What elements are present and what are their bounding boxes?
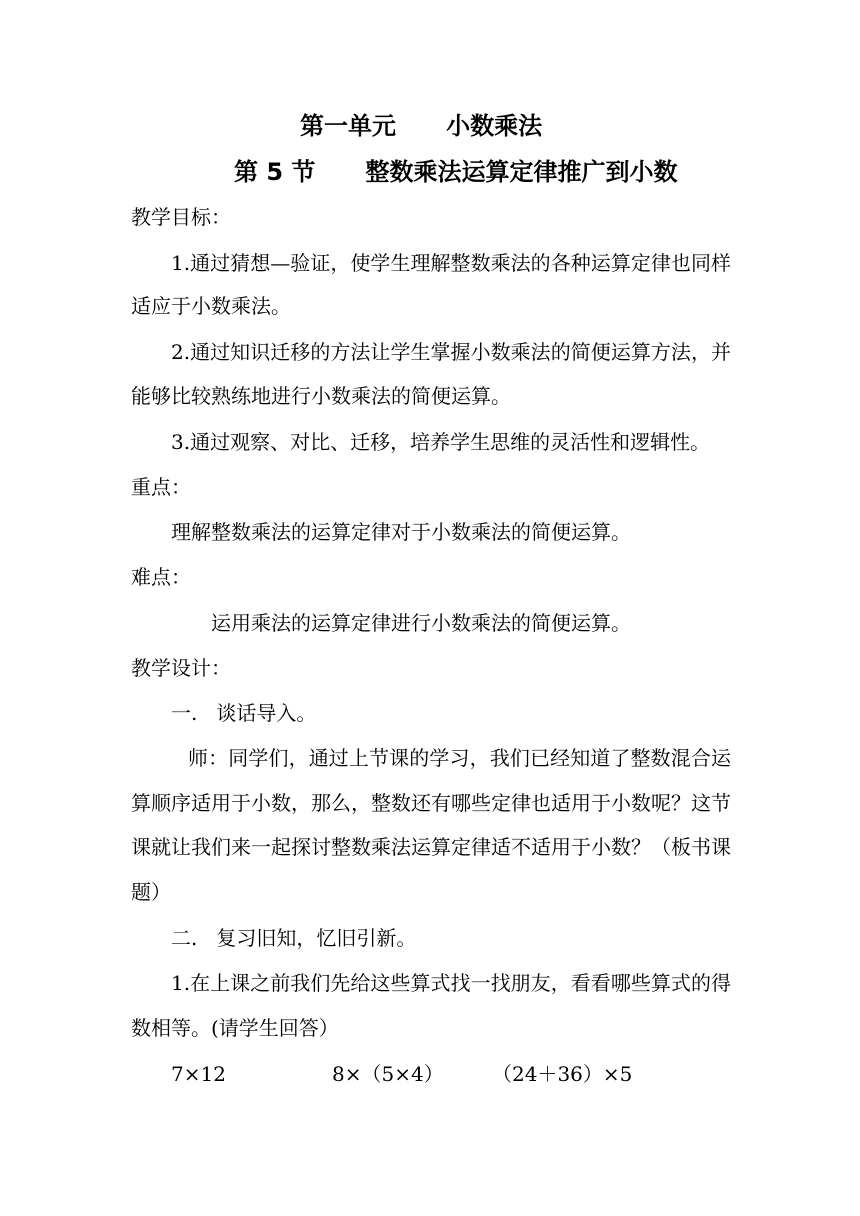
question-1-line-2: 数相等。(请学生回答）: [131, 1016, 339, 1040]
objective-1-line-2: 适应于小数乘法。: [131, 294, 291, 318]
question-1-line-1: 1.在上课之前我们先给这些算式找一找朋友，看看哪些算式的得: [171, 971, 731, 995]
objective-2-line-1: 2.通过知识迁移的方法让学生掌握小数乘法的简便运算方法，并: [171, 340, 731, 364]
teacher-line-4: 题）: [131, 880, 171, 904]
unit-title: 第一单元 小数乘法: [300, 112, 543, 140]
step-2-heading: 二. 复习旧知，忆旧引新。: [171, 926, 417, 950]
formula-3: （24＋36）×5: [492, 1062, 633, 1086]
difficulty-heading: 难点：: [131, 565, 191, 589]
teacher-line-2: 算顺序适用于小数，那么，整数还有哪些定律也适用于小数呢？这节: [131, 791, 731, 815]
teacher-line-3: 课就让我们来一起探讨整数乘法运算定律适不适用于小数？（板书课: [131, 835, 731, 859]
formula-1: 7×12: [171, 1062, 226, 1086]
design-heading: 教学设计：: [131, 656, 231, 680]
objective-2-line-2: 能够比较熟练地进行小数乘法的简便运算。: [131, 384, 511, 408]
key-point-text: 理解整数乘法的运算定律对于小数乘法的简便运算。: [171, 520, 631, 544]
formula-2: 8×（5×4）: [332, 1062, 444, 1086]
objective-1-line-1: 1.通过猜想—验证，使学生理解整数乘法的各种运算定律也同样: [171, 251, 731, 275]
teacher-line-1: 师：同学们，通过上节课的学习，我们已经知道了整数混合运: [188, 746, 731, 770]
objective-3: 3.通过观察、对比、迁移，培养学生思维的灵活性和逻辑性。: [171, 430, 711, 454]
step-1-heading: 一. 谈话导入。: [171, 701, 317, 725]
key-point-heading: 重点：: [131, 475, 191, 499]
objectives-heading: 教学目标：: [131, 205, 231, 229]
difficulty-text: 运用乘法的运算定律进行小数乘法的简便运算。: [211, 611, 631, 635]
section-title: 第 5 节 整数乘法运算定律推广到小数: [234, 158, 678, 186]
